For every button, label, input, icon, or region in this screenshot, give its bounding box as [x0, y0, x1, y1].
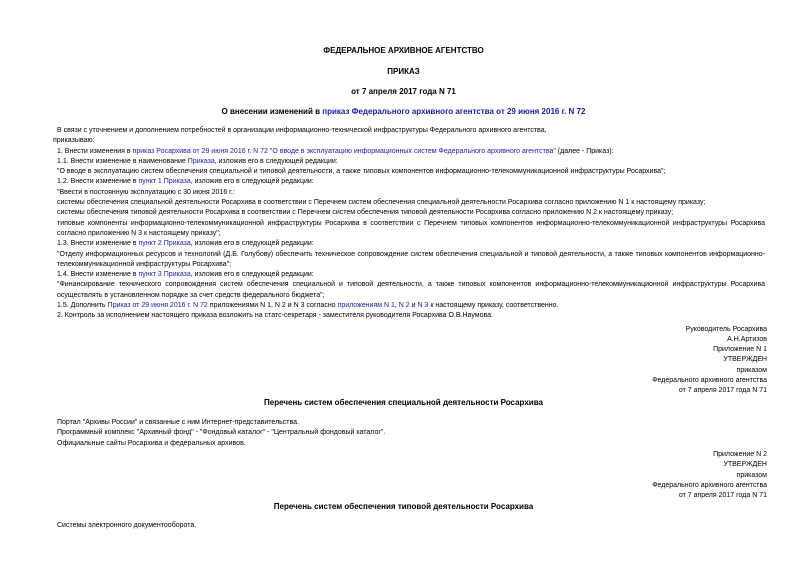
point2-link[interactable]: пункт 2 Приказа [138, 240, 191, 248]
paragraph [53, 239, 765, 249]
appendix2-title: Перечень систем обеспечения типовой деятельности Росархива [273, 502, 534, 511]
paragraph: 2. Контроль за исполнением настоящего приказа возложить на статс-секретаря - заместителя руководителя Росархива О.В.Наумова. [57, 312, 493, 320]
text: к настоящему приказу, соответственно. [428, 302, 559, 310]
text: 1. Внести изменения в [57, 147, 133, 155]
text: 1.4. Внести изменение в [57, 271, 139, 279]
text: 1.1. Внести изменение в наименование [57, 157, 188, 165]
list-item: Портал "Архивы России" и связанные с ним Интернет-представительства. [57, 419, 299, 426]
appendix1-link[interactable]: приложениям N 1 [337, 302, 395, 310]
appendix-number: Приложение N 1 [713, 346, 767, 353]
text: 1.2. Внести изменение в [57, 178, 139, 186]
paragraph: "Финансирование технического сопровождения систем обеспечения специальной и типовой деятельности, а также типовых компонентов информационно-телекоммуникационной инфраструктуры Росархива осуществлять в установленном порядке за счет средств федерального бюджета"; [57, 281, 765, 299]
paragraph: типовые компоненты информационно-телекоммуникационной инфраструктуры Росархива в соответствии с Перечнем типовых компонентов информационно-телекоммуникационной инфраструктуры Росархива согласно приложению N 3 к настоящему приказу"; [57, 219, 765, 237]
appendix-date: от 7 апреля 2017 года N 71 [678, 387, 767, 395]
text: , изложив его в следующей редакции: [190, 240, 314, 248]
text: , [394, 302, 399, 310]
text: и [409, 302, 418, 310]
paragraph [53, 177, 765, 187]
paragraph: "Ввести в постоянную эксплуатацию с 30 июня 2016 г.: [57, 188, 235, 196]
paragraph: приказываю: [53, 137, 95, 145]
order-link[interactable]: приказ Росархива от 29 июня 2016 г. N 72 [132, 147, 268, 155]
appendix1-title: Перечень систем обеспечения специальной деятельности Росархива [264, 398, 543, 407]
text: , изложив его в следующей редакции: [190, 271, 314, 279]
agency-label: Федерального архивного агентства [652, 481, 767, 489]
doc-type-heading: ПРИКАЗ [387, 67, 420, 76]
agency-heading: ФЕДЕРАЛЬНОЕ АРХИВНОЕ АГЕНТСТВО [323, 46, 484, 55]
by-order-label: приказом [736, 366, 767, 374]
paragraph: "Отделу информационных ресурсов и технологий (Д.Б. Голубову) обеспечить техническое сопровождение систем обеспечения специальной и типовой деятельности, а также типовых компонентов информационно-телекоммуникационной инфраструктуры Росархива"; [57, 250, 765, 268]
text: приложениями N 1, N 2 и N 3 согласно [207, 302, 338, 310]
list-item: Системы электронного документооборота. [57, 522, 197, 529]
appendix1-list [57, 418, 385, 449]
by-order-label: приказом [736, 471, 767, 479]
appendix2-stamp [652, 450, 767, 501]
appendix3-link[interactable]: N 3 [417, 302, 429, 310]
paragraph [53, 157, 765, 167]
paragraph: системы обеспечения типовой деятельности Росархива в соответствии с Перечнем систем обеспечения типовой деятельности Росархива согласно приложению N 2 к настоящему приказу; [57, 209, 674, 217]
title-prefix: О внесении изменений в [221, 107, 323, 116]
order-name-link[interactable]: Приказа [187, 157, 215, 165]
approved-label: УТВЕРЖДЕН [723, 356, 767, 364]
order-72-link[interactable]: Приказ от 29 июня 2016 г. N 72 [107, 302, 208, 310]
appendix1-stamp [652, 345, 767, 396]
text: 1.3. Внести изменение в [57, 240, 139, 248]
text: (далее - Приказ): [555, 147, 614, 155]
appendix2-link[interactable]: N 2 [398, 302, 410, 310]
appendix-date: от 7 апреля 2017 года N 71 [678, 492, 767, 500]
list-item: Официальные сайты Росархива и федеральных архивов. [57, 439, 246, 447]
order-title-link[interactable]: "О вводе в эксплуатацию информационных систем Федерального архивного агентства" [267, 147, 556, 155]
paragraph: В связи с уточнением и дополнением потребностей в организации информационно-технической инфраструктуры Федерального архивного агентства, [57, 127, 547, 134]
paragraph [53, 270, 765, 280]
text: , изложив его в следующей редакции: [190, 178, 314, 186]
date-number-heading: от 7 апреля 2017 года N 71 [351, 87, 456, 96]
point3-link[interactable]: пункт 3 Приказа [138, 271, 191, 279]
order-body [53, 126, 765, 322]
agency-label: Федерального архивного агентства [652, 376, 767, 384]
signature-block [686, 325, 767, 346]
appendix-number: Приложение N 2 [713, 451, 767, 458]
paragraph: "О вводе в эксплуатацию систем обеспечения специальной и типовой деятельности, а также типовых компонентов информационно-телекоммуникационной инфраструктуры Росархива"; [57, 168, 666, 176]
point1-link[interactable]: пункт 1 Приказа [138, 178, 191, 186]
doc-title [0, 107, 807, 117]
signatory-position: Руководитель Росархива [685, 326, 767, 333]
list-item: Программный комплекс "Архивный фонд" - "Фондовый каталог" - "Центральный фондовый каталог". [57, 429, 386, 437]
appendix2-list [57, 521, 196, 531]
title-link[interactable]: приказ Федерального архивного агентства от 29 июня 2016 г. N 72 [322, 107, 586, 116]
text: , изложив его в следующей редакции: [214, 157, 338, 165]
text: 1.5. Дополнить [57, 302, 108, 310]
paragraph: системы обеспечения специальной деятельности Росархива в соответствии с Перечнем систем обеспечения специальной деятельности Росархива согласно приложению N 1 к настоящему приказу; [57, 199, 706, 207]
approved-label: УТВЕРЖДЕН [723, 461, 767, 469]
signatory-name: А.Н.Артизов [727, 336, 767, 344]
paragraph [53, 147, 765, 157]
paragraph [53, 301, 765, 311]
